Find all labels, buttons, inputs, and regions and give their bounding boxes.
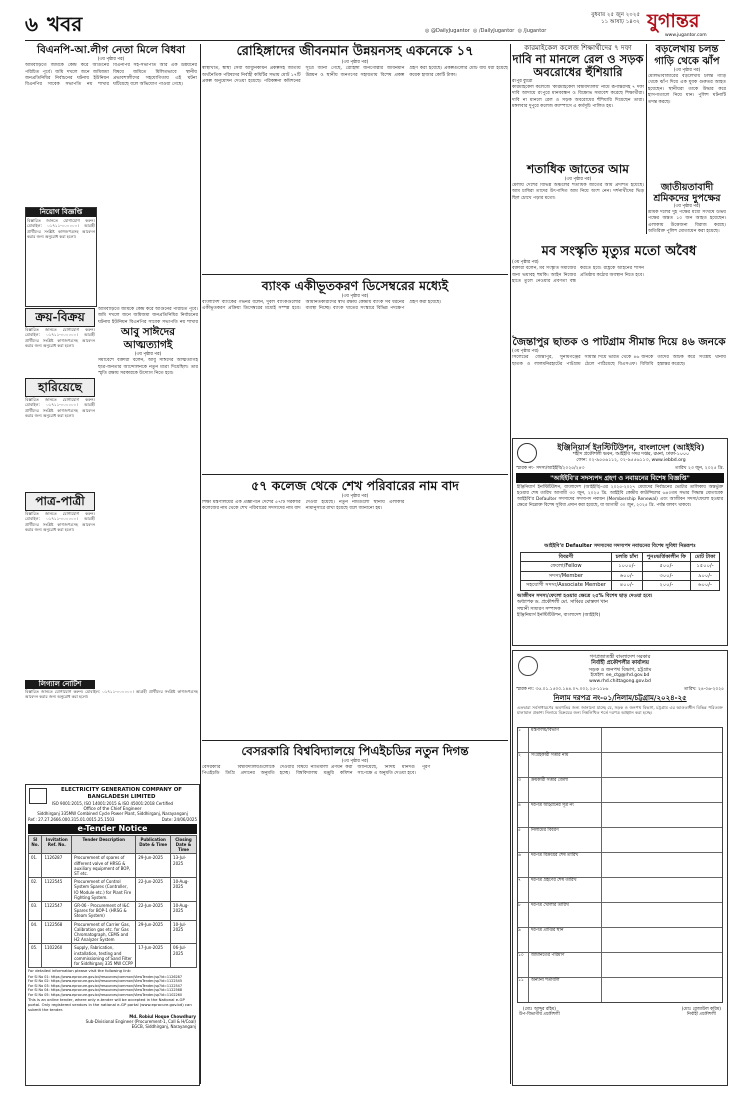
table-row: ১ মন্ত্রণালয়/বিভাগ: [518, 728, 722, 753]
ieb-contact: ফোন: ০২-৯৫৫৬১১২, ০২-৯৫৫৬১১৩, www.iebbd.org: [576, 457, 686, 463]
continued-label: (৩য় পৃষ্ঠার পর): [673, 68, 701, 73]
signer-org: EGCB, Siddhirganj, Narayanganj: [131, 1024, 196, 1030]
headline: বড়লেখায় চলন্ত গাড়ি থেকে ঝাঁপ: [654, 44, 720, 67]
date-line: বুধবার ২৫ জুন ২০২৫ ১১ আষাঢ় ১৪৩২: [591, 12, 640, 25]
table-row: ৪ দরপত্র আহ্বানের সূত্র নং: [518, 803, 722, 828]
ieb-body: ইঞ্জিনিয়ার্স ইনস্টিটিউশন, বাংলাদেশ (আইইবি)-এর ২০২৫-২০২৭ মেয়াদের নির্বাচনের ভোটার তালিকায় অন্তর্ভুক্ত হওয়ার শেষ তারিখ আগামী ৩০ জুন, ২০২৫ খ্রি. আইইবি কেন্দ্রীয় কাউন্সিলের ৬৪০তম সভার সিদ্ধান্ত মোতাবেক আইইবি'র Defaulter সদস্যদের সদস্যপদ নবায়ন (Membership Renewal) এবং আজীবন সদস্য/ফেলো হওয়ার ক্ষেত্রে নিম্নোক্ত বিশেষ সুবিধা প্রদান করা হয়েছে, যা আগামী ৩০ জুন, ২০২৫ খ্রি. পর্যন্ত বলবৎ থাকবে।: [517, 485, 723, 509]
divider: [202, 474, 508, 475]
signer-name: (মোঃ আব্দুর রহিম): [522, 1006, 556, 1012]
egcb-logo: [29, 788, 47, 804]
table-row: 04. 1122568 Procurement of Carrier Gas, Calibration gas etc. for Gas Chromatograph, CEMS and H2 Analyzer System 29-Jun-2025 10-Jul-2025: [29, 920, 197, 944]
table-row: ৬ দরপত্র বিক্রয়ের শেষ তারিখ: [518, 853, 722, 878]
rhd-web[interactable]: www.rhd.chittagong.gov.bd: [589, 678, 651, 684]
col-header: পুনঃভর্তিকালীন ফি: [642, 552, 690, 562]
signer-title: উপ-বিভাগীয় প্রকৌশলী: [519, 1012, 560, 1018]
website[interactable]: www.jugantor.com: [665, 33, 707, 38]
social-links: ◎ @DailyJugantor ◎ /DailyJugantor ◎ /Jugantor: [425, 28, 547, 34]
article-body: সিলেটের জৈন্তাপুর, সুনামগঞ্জের ছাতক ও লালমনিরহাটের পাটগ্রাম সীমান্ত দিয়ে ভারত থেকে ৪৬ জনকে ঠেলে পাঠিয়েছে বিএসএফ। বিজিবি তাদের আটক করে সংশ্লিষ্ট থানায় হস্তান্তর করেছে।: [512, 355, 726, 367]
rhd-email: ইমেইল: ee_ctg@rhd.gov.bd: [590, 673, 650, 679]
headline: জৈন্তাপুর ছাতক ও পাটগ্রাম সীমান্ত দিয়ে ৪৬ জনকে: [512, 336, 726, 348]
table-row: সদস্য/Member ৬০০/- ৩০০/- ৯০০/-: [521, 571, 720, 581]
ieb-date: তারিখ ২৩ জুন, ২০২৫ খ্রি.: [675, 465, 724, 471]
article-bank: [202, 278, 508, 473]
classified-lost: [25, 378, 95, 490]
table-row: ৮ দরপত্র খোলার তারিখ: [518, 903, 722, 928]
article-shatabdik: [512, 162, 644, 242]
tender-link[interactable]: For Sl No 03: https://www.eprocure.gov.bd/resources/common/ViewTender.jsp?id=1122547: [28, 983, 182, 988]
headline: মব সংস্কৃতি মৃত্যুর মতো অবৈধ: [541, 244, 697, 259]
headline: রোহিঙ্গাদের জীবনমান উন্নয়নসহ একনেকে ১৭: [236, 44, 474, 59]
rhd-item-table: [517, 727, 723, 1003]
ieb-subtitle: আইইবি'র Defaulter সদস্যদের সদস্যপদ নবায়নের বিশেষ সুবিধা নিম্নরূপঃ: [544, 543, 696, 550]
classified-recruit: [25, 207, 97, 307]
column-rule: [646, 44, 647, 234]
headline: ব্যাংক একীভূতকরণ ডিসেম্বরের মধ্যেই: [261, 278, 449, 293]
table-row: ফেলো/Fellow ১০০০/- ৫০০/- ১৫০০/-: [521, 562, 720, 572]
article-jaintapur: [512, 336, 726, 434]
signer-name: (মোঃ রেজাউল করিম): [681, 1006, 721, 1012]
article-body: মৌলভীবাজারের বড়লেখায় চলন্ত গাড়ি থেকে ঝাঁপ দিয়ে এক যুবক গুরুতর আহত হয়েছেন। স্থানীয়রা তাকে উদ্ধার করে হাসপাতালে নিয়ে যান। পুলিশ ঘটনাটি তদন্ত করছে।: [648, 74, 726, 105]
table-row: 02. 1122545 Procurement of Control System Spares (Controller, IO Module etc.) for Plant Fire Fighting System. 22-Jun-2025 10-Aug-2025: [29, 878, 197, 902]
ieb-address: শহীদ প্রকৌশলী ভবন, আইইবি সদর দপ্তর, রমনা, ঢাকা-১০০০: [572, 452, 690, 457]
tender-link[interactable]: For Sl No 05: https://www.eprocure.gov.bd/resources/common/ViewTender.jsp?id=1102260: [28, 992, 182, 997]
ieb-signer-org: ইঞ্জিনিয়ার্স ইনস্টিটিউশন, বাংলাদেশ (আইইবি): [517, 612, 601, 618]
article-body: বাংলাদেশ ব্যাংকের গভর্নর বলেন, দুর্বল ব্যাংকগুলোর একীভূতকরণ প্রক্রিয়া ডিসেম্বরের মধ্যেই সম্পন্ন হবে। আমানতকারীদের স্বার্থ রক্ষায় কেন্দ্রীয় ব্যাংক সব ধরনের ব্যবস্থা নিচ্ছে। ব্যাংক খাতের সংস্কারে বিভিন্ন পদক্ষেপ গ্রহণ করা হয়েছে।: [202, 299, 442, 312]
egcb-notice-title: e-Tender Notice: [28, 824, 197, 834]
continued-label: (৩য় পৃষ্ঠার পর): [134, 352, 162, 358]
egcb-ref: Ref.: 27.27.2666.000.315.01.0015.25.1503: [28, 816, 115, 822]
headline: দাবি না মানলে রেল ও সড়ক অবরোধের হুঁশিয়ারি: [512, 51, 644, 79]
legal-notice: [25, 680, 198, 780]
masthead: [25, 12, 725, 38]
col-header: বিবরণী: [521, 552, 612, 562]
ad-egcb-tender: [25, 784, 200, 1086]
rhd-intro: এতদ্বারা সর্বসাধারণের অবগতির জন্য জানানো যাচ্ছে যে, সড়ক ও জনপথ বিভাগ, চট্টগ্রাম এর আওতাধীন বিভিন্ন পরিত্যক্ত মালামাল প্রকাশ্য নিলামে বিক্রয়ের জন্য নিম্নলিখিত শর্তে দরপত্র আহ্বান করা হচ্ছে।: [517, 704, 723, 716]
masthead-rule: [25, 40, 725, 41]
box-title: হারিয়েছে: [25, 378, 95, 397]
article-karmaikel: [512, 44, 644, 159]
table-row: ৯ দরপত্র প্রাপ্তির স্থান: [518, 928, 722, 953]
table-row: 03. 1122547 GR-06 - Procurement of I&C Spares for BOP-1 (HRSG & Steam System) 22-Jun-2025 10-Aug-2025: [29, 901, 197, 920]
column-rule: [200, 44, 201, 1084]
ieb-memo: স্মারক নং- সদস্য/আইইবি/২০২৫/২৪৩: [516, 465, 585, 471]
egcb-tender-table: Sl No. Invitation Ref. No. Tender Description Publication Date & Time Closing Date & Time 01. 1126287 Procurement of spares of different valve of HRSG & auxiliary equipment of BOP, ST etc. 29-Jun-2025 13-Jul-2025 02. 1122545 Procurement of Control System Spares (Controller, IO Module etc.) for Plant Fire Fighting System. 22-Jun-2025 10-Aug-2025 03. 1122547 GR-06 - Procurement of I&C Spares for BOP-1 (HRSG & Steam System) 22-Jun-2025 10-Aug-2025 04. 1122568 Procurement of Carrier Gas, Calibration gas etc. for Gas Chromatograph, CEMS and H2 Analyzer System 29-Jun-2025 10-Jul-2025 05. 1102260 Supply, Fabrication, installation, testing and commissioning of Sand Filter for Siddhirganj 335 MW CCPP 17-Jun-2025 06-Jul-2025: [28, 835, 197, 968]
col-header: মোট টাকা: [691, 552, 720, 562]
rhd-office: নির্বাহী প্রকৌশলীর কার্যালয়: [591, 660, 649, 667]
article-body: কারমাইকেল কলেজে 'কারমাইকেল বিশ্ববিদ্যালয়' নামে রূপান্তরসহ ৭ দফা দাবি আদায়ে রংপুরে মানববন্ধন ও বিক্ষোভ সমাবেশ করেছে শিক্ষার্থীরা। দাবি না মানলে রেল ও সড়ক অবরোধের হুঁশিয়ারি দিয়েছেন তারা। মঙ্গলবার দুপুরে কলেজ ক্যাম্পাসে এ কর্মসূচি পালিত হয়।: [512, 84, 644, 109]
article-body: সমাবেশে বক্তারা বলেন, আবু সাঈদের আত্মত্যাগই ছাত্র-জনতার আন্দোলনকে নতুন মাত্রা দিয়েছিল। তার স্মৃতি রক্ষায় সরকারকে উদ্যোগ নিতে হবে।: [98, 358, 198, 377]
article-bolkhowai: [648, 44, 726, 179]
ieb-signer: অধ্যাপক ড. প্রকৌশলী মো. সাব্বির মোস্তফা খান: [517, 599, 608, 605]
ieb-logo: [517, 443, 537, 463]
facebook-icon: ◎: [472, 28, 478, 34]
continued-label: (৩য় পৃষ্ঠার পর): [341, 493, 369, 499]
table-row: ২ সংগ্রহকারী সত্তার নাম: [518, 753, 722, 778]
rhd-date: তারিখ: ২৪-০৬-২০২৫: [684, 686, 724, 692]
continued-label: (৩য় পৃষ্ঠার পর): [341, 60, 369, 66]
box-body: বিস্তারিত জানতে যোগাযোগ করুন। মোবাইল: ০১৭১১-০০০০০০। আগ্রহী প্রার্থীদের সংশ্লিষ্ট কাগজপত্রসহ আবেদন করার জন্য অনুরোধ করা হলো।: [25, 327, 95, 349]
signer-title: Sub-Divisional Engineer (Procurement-1, Call & H/Coal): [85, 1019, 196, 1025]
article-body: মেলায় দেশের বিভিন্ন অঞ্চলের শতাধিক জাতের আম প্রদর্শিত হয়েছে। আম চাষিরা তাদের উৎপাদিত আম নিয়ে অংশ নেন। দর্শনার্থীদের ভিড় ছিল চোখে পড়ার মতো।: [512, 183, 644, 201]
column-rule: [510, 44, 511, 1084]
ieb-signer-title: সম্মানী সাধারণ সম্পাদক: [517, 606, 561, 612]
kicker: কারমাইকেল কলেজ শিক্ষার্থীদের ৭ দফা: [524, 44, 632, 52]
paper-logo: যুগান্তর: [647, 10, 700, 32]
article-body: শ্রমিক দলের দুই পক্ষের মধ্যে সংঘর্ষে উভয় পক্ষের অন্তত ১০ জন আহত হয়েছেন। এলাকায় উত্তেজনা বিরাজ করছে। অতিরিক্ত পুলিশ মোতায়েন করা হয়েছে।: [648, 210, 726, 235]
table-row: ৫ নিলামের বিবরণ: [518, 828, 722, 853]
ad-ieb: [512, 438, 728, 646]
continued-label: (৩য় পৃষ্ঠার পর): [673, 204, 701, 209]
egcb-office: Office of the Chief Engineer: [83, 805, 142, 811]
ieb-title: ইঞ্জিনিয়ার্স ইনস্টিটিউশন, বাংলাদেশ (আইইবি): [557, 442, 705, 452]
box-body: বিস্তারিত জানতে যোগাযোগ করুন। মোবাইল: ০১৭১১-০০০০০০। আগ্রহী প্রার্থীদের সংশ্লিষ্ট কাগজপত্রসহ আবেদন করার জন্য অনুরোধ করা হলো।: [25, 397, 95, 419]
article-abu-sayeed-col: [98, 307, 198, 674]
continued-label: (৩য় পৃষ্ঠার পর): [341, 759, 369, 764]
box-title: পাত্র-পাত্রী: [25, 492, 95, 511]
signer-name: Md. Robiul Hoque Chowdhury: [129, 1014, 196, 1020]
article-mob: [512, 244, 726, 332]
box-body: বিস্তারিত জানতে যোগাযোগ করুন। মোবাইল: ০১৭১১-০০০০০০। আগ্রহী প্রার্থীদের সংশ্লিষ্ট কাগজপত্রসহ আবেদন করার জন্য অনুরোধ করা হলো।: [27, 217, 95, 239]
rhd-gov: গণপ্রজাতন্ত্রী বাংলাদেশ সরকার: [589, 654, 651, 660]
signer-title: নির্বাহী প্রকৌশলী: [686, 1012, 716, 1018]
table-row: সহযোগী সদস্য/Associate Member ৪০০/- ২০০/- ৬০০/-: [521, 581, 720, 591]
article-phd: [202, 744, 508, 1084]
continued-label: (৩য় পৃষ্ঠার পর): [341, 293, 369, 299]
table-row: 01. 1126287 Procurement of spares of different valve of HRSG & auxiliary equipment of BOP, ST etc. 29-Jun-2025 13-Jul-2025: [29, 854, 197, 878]
article-body: বক্তারা বলেন, মব সংস্কৃতি সমাজের জন্য ভয়াবহ হুমকি। আইন নিজের হাতে তুলে নেওয়ার প্রবণতা বন্ধ করতে হবে। রাষ্ট্রকে আইনের শাসন প্রতিষ্ঠায় কঠোর অবস্থান নিতে হবে।: [512, 266, 644, 285]
headline: বিএনপি-আ.লীগ নেতা মিলে বিধবা: [36, 44, 186, 56]
table-row: ৭ দরপত্র গ্রহণের শেষ তারিখ: [518, 878, 722, 903]
article-body: শিক্ষা মন্ত্রণালয়ের এক প্রজ্ঞাপনে দেশের ৫৭টি সরকারি কলেজের নাম থেকে শেখ পরিবারের সদস্যদের নাম বাদ দেওয়া হয়েছে। নতুন নামগুলো স্থানীয় এলাকার নামানুসারে রাখা হয়েছে বলে জানানো হয়।: [202, 499, 405, 512]
rhd-memo: স্মারক নং: ৩৫.০১.১৫০০.১৪৪.০৭.০০২.২৫-১১৮৬: [516, 686, 609, 692]
egcb-iso: ISO 9001:2015, ISO 14001:2015 & ISO 45001:2018 Certified: [51, 800, 174, 806]
table-row: ১১ অন্যান্য শর্তাবলি: [518, 978, 722, 1002]
egcb-company: ELECTRICITY GENERATION COMPANY OF BANGLADESH LIMITED: [61, 787, 182, 800]
headline: ৫৭ কলেজ থেকে শেখ পরিবারের নাম বাদ: [251, 478, 459, 493]
box-title: নিয়োগ বিজ্ঞপ্তি: [26, 208, 96, 217]
egcb-footer-note: For detailed information please visit the following link:: [28, 968, 132, 974]
article-body: স্বাস্থ্যখাত, স্বাস্থ্য সেবা আধুনিকায়ন প্রকল্পসহ জাতীয় অর্থনৈতিক পরিষদের নির্বাহী কমিটির সভায় মোট ১৭টি প্রকল্প অনুমোদন দেওয়া হয়েছে। পরিকল্পনা কমিশনের সূত্রে জানা গেছে, রোহিঙ্গা জনগোষ্ঠীর জীবনমান উন্নয়ন ও স্থানীয় জনগণের সহায়তায় বিশেষ প্রকল্প গ্রহণ করা হয়েছে। প্রকল্পগুলোর মোট ব্যয় ধরা হয়েছে কয়েক হাজার কোটি টাকা।: [202, 66, 508, 85]
table-row: ৩ ক্রয়কারী সত্তার জেলা: [518, 778, 722, 803]
section-title: খবর: [47, 12, 83, 36]
tender-link[interactable]: For Sl No 04: https://www.eprocure.gov.bd/resources/common/ViewTender.jsp?id=1122568: [28, 988, 182, 993]
tender-link[interactable]: For Sl No 01: https://www.eprocure.gov.bd/resources/common/ViewTender.jsp?id=1126287: [28, 974, 182, 979]
divider: [202, 740, 508, 741]
page-number: ৬: [25, 12, 39, 36]
article-body: আমবাড়িতে জমিকে কেন্দ্র করে আগুনের পরিচিত পূর্বে। জমি দখলে জনে জমিজমা জনপ্রতিনিধির নির্বাচনের ঘটনায় ইউনিয়ন বিএনপির সাবেক সভাপতি নয় শাখার: [98, 307, 198, 325]
headline: আবু সাঈদের আত্মত্যাগই: [120, 326, 176, 352]
classified-buysell: [25, 308, 95, 376]
twitter-icon: ◎: [425, 28, 430, 34]
article-college57: [202, 478, 508, 738]
continued-label: (৩য় পৃষ্ঠার পর): [512, 260, 539, 266]
box-body: বিস্তারিত জানতে যোগাযোগ করুন। মোবাইল: ০১৭১১-০০০০০০। আগ্রহী প্রার্থীদের সংশ্লিষ্ট কাগজপত্রসহ আবেদন করার জন্য অনুরোধ করা হলো।: [25, 511, 95, 533]
ieb-fee-table: [520, 552, 720, 591]
box-body: বিস্তারিত জানতে যোগাযোগ করুন। মোবাইল: ০১৭১১-০০০০০০। আগ্রহী প্রার্থীদের সংশ্লিষ্ট কাগজপত্রসহ আবেদন করার জন্য অনুরোধ করা হলো।: [25, 688, 198, 700]
table-row: 05. 1102260 Supply, Fabrication, installation, testing and commissioning of Sand Filter for Siddhirganj 335 MW CCPP 17-Jun-2025 06-Jul-2025: [29, 944, 197, 968]
tender-link[interactable]: For Sl No 02: https://www.eprocure.gov.bd/resources/common/ViewTender.jsp?id=1122545: [28, 979, 182, 984]
article-body: আমবাড়িতে জমিকে কেন্দ্র করে আগুনের পরিচিত পূর্বে। জমি দখলে জনে জমিজমা জনপ্রতিনিধির নির্বাচনের ঘটনায় ইউনিয়ন বিএনপির সাবেক সভাপতি নয় শাখার বিএনপির সহ-সভাপতি আর এক উন্নয়নের বিষয়ে জমিতে মিলিতভাবে স্থানীয় প্রভাবশালীদের সহযোগিতায় এই ঘটনা ঘটিয়েছে বলে অভিযোগ পাওয়া গেছে।: [25, 63, 197, 88]
continued-label: (৩য় পৃষ্ঠার পর): [564, 177, 592, 182]
byline: রংপুর ব্যুরো: [512, 78, 533, 84]
ieb-banner: "আইইবি'র সদস্যপদ গ্রহণ ও নবায়নের বিশেষ বিজ্ঞপ্তি": [516, 473, 724, 483]
egcb-date: Date: 24/06/2025: [161, 816, 197, 822]
headline: জাতীয়তাবাদী শ্রমিকদের দুপক্ষের: [653, 182, 721, 204]
ad-rhd-auction: [512, 650, 728, 1086]
continued-label: (৩য় পৃষ্ঠার পর): [97, 57, 125, 63]
article-rohingya: [202, 44, 508, 274]
article-bnp: [25, 44, 197, 204]
rhd-title: নিলাম দরপত্র নং-০১/নিলাম/চট্টগ্রাম/২০২৪-২৫: [553, 694, 687, 702]
headline: শতাধিক জাতের আম: [527, 162, 629, 176]
classified-matrimony: [25, 492, 95, 674]
headline: বেসরকারি বিশ্ববিদ্যালয়ে পিএইচডির নতুন দিগন্ত: [241, 744, 469, 758]
divider: [202, 274, 508, 275]
continued-label: (৩য় পৃষ্ঠার পর): [512, 349, 539, 355]
egcb-address: Siddhirganj 335MW Combined Cycle Power Plant, Siddhirganj, Narayanganj: [37, 810, 188, 816]
table-row: ১০ জামানতের পরিমাণ: [518, 953, 722, 978]
ieb-discount: আজীবন সদস্য/ফেলো হওয়ার ক্ষেত্রে ২৫% বিশেষ ছাড় দেওয়া হবে।: [517, 592, 653, 599]
egcb-online-note: This is an online tender, where only e-tender will be accepted in the National e-GP portal. Only registered vendors in the national e-GP portal (www.eprocure.gov.bd) can submit the tender.: [28, 996, 192, 1012]
article-body: বেসরকারি বিশ্ববিদ্যালয়গুলোকে পিএইচডি ডিগ্রি প্রদানের অনুমতি দেওয়ার বিষয়ে নীতিমালা প্রণয়ন করা হচ্ছে। বিশ্ববিদ্যালয় মঞ্জুরি কমিশন জানিয়েছে, নির্দিষ্ট মানদণ্ড পূরণ সাপেক্ষে এ অনুমতি দেওয়া হবে।: [202, 765, 431, 777]
col-header: চলতি চাঁদা: [611, 552, 642, 562]
rhd-dept: সড়ক ও জনপথ বিভাগ, চট্টগ্রাম: [588, 667, 652, 673]
youtube-icon: ◎: [517, 28, 522, 34]
box-title: ক্রয়-বিক্রয়: [25, 308, 95, 327]
article-abu-sayeed: [98, 207, 198, 305]
box-title: লিগ্যাল নোটিশ: [25, 680, 95, 689]
gov-seal-icon: [518, 656, 538, 676]
